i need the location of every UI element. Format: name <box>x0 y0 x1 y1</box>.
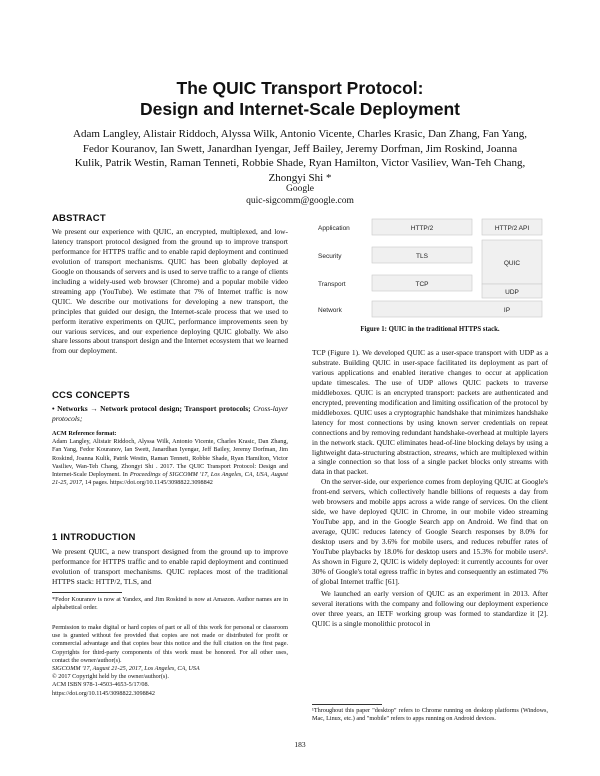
page-number: 183 <box>294 740 306 749</box>
footnote-desktop-mobile: ¹Throughout this paper "desktop" refers to Chrome running on desktop platforms (Windows, Mac, Linux, etc.) and "mobile" refers to apps running on Android devices. <box>312 707 548 723</box>
isbn: ACM ISBN 978-1-4503-4653-5/17/08. <box>52 681 150 689</box>
permission-doi[interactable]: https://doi.org/10.1145/3098822.3098842 <box>52 689 155 697</box>
abstract-heading: ABSTRACT <box>52 213 106 224</box>
intro-paragraph-3: We launched an early version of QUIC as an experiment in 2013. After several iterations with the company and following our deployment experience over three years, an IETF working group was formed to standardize it [2]. QUIC is a single monolithic protocol in <box>312 588 548 628</box>
box-label-http2: HTTP/2 <box>410 225 434 232</box>
row-label-security: Security <box>318 253 342 260</box>
intro-text: We present QUIC, a new transport designed from the ground up to improve performance for HTTPS traffic and to enable rapid deployment and continued evolution of transport mechanisms. QUIC replaces most of the traditional HTTPS stack: HTTP/2, TLS, and <box>52 547 288 586</box>
title-line-1: The QUIC Transport Protocol: <box>176 78 424 98</box>
footnote-rule <box>52 592 122 593</box>
right-footnote-rule <box>312 704 382 705</box>
right-column-text <box>312 348 548 629</box>
box-ip <box>372 301 542 317</box>
intro-paragraph-1: TCP (Figure 1). We developed QUIC as a user-space transport with UDP as a substrate. Building QUIC in user-space facilitated its deployment as part of various applications and enabled iterative changes to occur at application update timescales. The use of UDP allows QUIC packets to traverse middleboxes. QUIC is an encrypted transport: packets are authenticated and encrypted, preventing modification and limiting ossification of the protocol by middleboxes. QUIC uses a cryptographic handshake that minimizes handshake latency for most connections by using known server credentials on repeat connections and by removing redundant handshake-overhead at multiple layers in the network stack. QUIC eliminates head-of-line blocking delays by using a lightweight data-structuring abstraction, <box>312 348 548 457</box>
copyright: © 2017 Copyright held by the owner/author(s). <box>52 673 169 681</box>
intro-section <box>52 532 288 587</box>
permission-block <box>52 624 288 698</box>
acm-reference <box>52 430 288 487</box>
affiliation-block <box>0 183 600 207</box>
box-label-http2-api: HTTP/2 API <box>494 225 530 232</box>
abstract-text: We present our experience with QUIC, an encrypted, multiplexed, and low-latency transport protocol designed from the ground up to improve transport performance for HTTPS traffic and to enable rapid deployment and continued evolution of transport mechanisms. QUIC has been globally deployed at Google on thousands of servers and is used to serve traffic to a range of clients including a widely-used web browser (Chrome) and a popular mobile video streaming app (YouTube). We estimate that 7% of Internet traffic is now QUIC. We describe our motivations for developing a new transport, the principles that guided our design, the Internet-scale process that we used to perform iterative experiments on QUIC, performance improvements seen by our various services, and our experience deploying QUIC globally. We also share lessons about transport design and the Internet ecosystem that we learned from our deployment. <box>52 227 288 356</box>
venue: SIGCOMM '17, August 21-25, 2017, Los Angeles, CA, USA <box>52 665 200 673</box>
row-label-network: Network <box>318 307 342 314</box>
streams-term: streams, <box>433 447 459 457</box>
box-label-udp: UDP <box>505 289 519 296</box>
ccs-concepts-cont: Cross-layer protocols; <box>52 404 288 423</box>
box-label-quic: QUIC <box>503 260 521 267</box>
abstract-section <box>52 213 288 356</box>
acm-ref-pages: 14 pages. <box>85 479 109 487</box>
acm-ref-heading: ACM Reference format: <box>52 430 117 437</box>
intro-paragraph-2: On the server-side, our experience comes from deploying QUIC at Google's front-end servers, which collectively handle billions of requests a day from web browsers and mobile apps across a wide range of services. On the client side, we have deployed QUIC in Chrome, in our mobile video streaming YouTube app, and in the Google Search app on Android. We find that on average, QUIC reduces latency of Google Search responses by 8.0% for desktop users and by 3.6% for mobile users, and reduces rebuffer rates of YouTube playbacks by 18.0% for desktop users and 15.3% for mobile users¹. As shown in Figure 2, QUIC is widely deployed: it currently accounts for over 30% of Google's total egress traffic in bytes and consequently an estimated 7% of global Internet traffic [61]. <box>312 477 548 586</box>
box-label-tcp: TCP <box>415 281 429 288</box>
page-title <box>0 78 600 120</box>
intro-heading: 1 INTRODUCTION <box>52 532 136 543</box>
box-label-tls: TLS <box>416 253 428 260</box>
intro-paragraph-1-end: which are multiplexed within a single connection so that loss of a single packet blocks only streams with data in that packet. <box>312 447 548 477</box>
contact-email: quic-sigcomm@google.com <box>246 196 354 206</box>
acm-ref-text: Adam Langley, Alistair Riddoch, Alyssa Wilk, Antonio Vicente, Charles Krasic, Dan Zhang, Fan Yang, Fedor Kouranov, Ian Swett, Janardhan Iyengar, Jeff Bailey, Jeremy Dorfman, Jim Roskind, Joanna Kulik, Patrik Westin, Raman Tenneti, Robbie Shade, Ryan Hamilton, Victor Vasiliev, Wan-Teh Chang, Zhongyi Shi . 2017. The QUIC Transport Protocol: Design and Internet-Scale Deployment. In <box>52 438 288 479</box>
author-list: Adam Langley, Alistair Riddoch, Alyssa Wilk, Antonio Vicente, Charles Krasic, Dan Zhang, Fan Yang, Fedor Kouranov, Ian Swett, Janardhan Iyengar, Jeff Bailey, Jeremy Dorfman, Jim Roskind, Joanna Kulik, Patrik Westin, Raman Tenneti, Robbie Shade, Ryan Hamilton, Victor Vasiliev, Wan-Teh Chang, Zhongyi Shi * <box>73 128 527 184</box>
acm-ref-doi[interactable]: https://doi.org/10.1145/3098822.3098842 <box>109 479 213 487</box>
ccs-heading: CCS CONCEPTS <box>52 390 130 401</box>
title-line-2: Design and Internet-Scale Deployment <box>140 99 460 119</box>
permission-text: Permission to make digital or hard copies of part or all of this work for personal or classroom use is granted without fee provided that copies are not made or distributed for profit or commercial advantage and that copies bear this notice and the full citation on the first page. Copyrights for third-party components of this work must be honored. For all other uses, contact the owner/author(s). <box>52 624 288 664</box>
author-footnote: *Fedor Kouranov is now at Yandex, and Jim Roskind is now at Amazon. Author names are in alphabetical order. <box>52 596 288 612</box>
row-label-application: Application <box>318 225 350 232</box>
acm-ref-proceedings: Proceedings of SIGCOMM '17, Los Angeles, CA, USA, August 21-25, 2017, <box>52 471 289 487</box>
ccs-concepts: • Networks → Network protocol design; Transport protocols; <box>52 404 251 413</box>
figure-1-caption: Figure 1: QUIC in the traditional HTTPS stack. <box>360 326 500 333</box>
ccs-section <box>52 390 288 424</box>
figure-1-diagram <box>312 210 548 322</box>
box-label-ip: IP <box>503 307 511 314</box>
affiliation: Google <box>286 184 314 194</box>
row-label-transport: Transport <box>318 281 346 288</box>
